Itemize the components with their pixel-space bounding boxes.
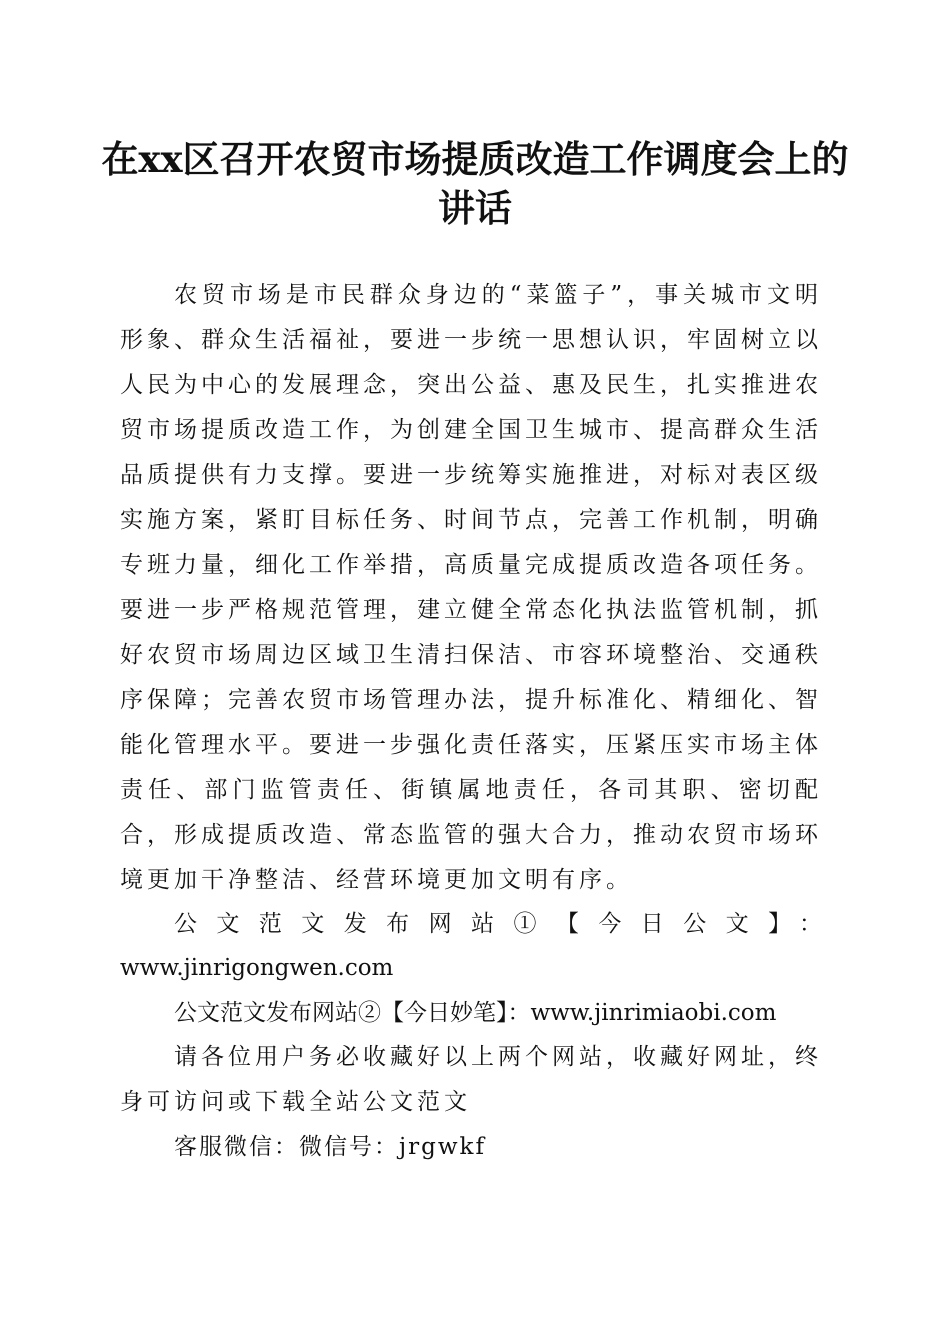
bookmark-notice: 请各位用户务必收藏好以上两个网站，收藏好网址，终身可访问或下载全站公文范文 [120, 1044, 822, 1115]
wechat-contact: 客服微信：微信号：jrgwkf [174, 1134, 486, 1160]
site2-line: 公文范文发布网站②【今日妙笔】：www.jinrimiaobi.com [174, 1000, 777, 1026]
document-title: 在xx区召开农贸市场提质改造工作调度会上的讲话 [101, 137, 849, 230]
body-paragraph: 农贸市场是市民群众身边的“菜篮子”，事关城市文明形象、群众生活福祉，要进一步统一思想认识，牢固树立以人民为中心的发展理念，突出公益、惠及民生，扎实推进农贸市场提质改造工作，为创建全国卫生城市、提高群众生活品质提供有力支撑。要进一步统筹实施推进，对标对表区级实施方案，紧盯目标任务、时间节点，完善工作机制，明确专班力量，细化工作举措，高质量完成提质改造各项任务。要进一步严格规范管理，建立健全常态化执法监管机制，抓好农贸市场周边区域卫生清扫保洁、市容环境整治、交通秩序保障；完善农贸市场管理办法，提升标准化、精细化、智能化管理水平。要进一步强化责任落实，压紧压实市场主体责任、部门监管责任、街镇属地责任，各司其职、密切配合，形成提质改造、常态监管的强大合力，推动农贸市场环境更加干净整洁、经营环境更加文明有序。 [120, 282, 822, 893]
site1-url[interactable]: www.jinrigongwen.com [120, 955, 394, 981]
site1-label: 公文范文发布网站①【今日公文】： [174, 911, 822, 937]
